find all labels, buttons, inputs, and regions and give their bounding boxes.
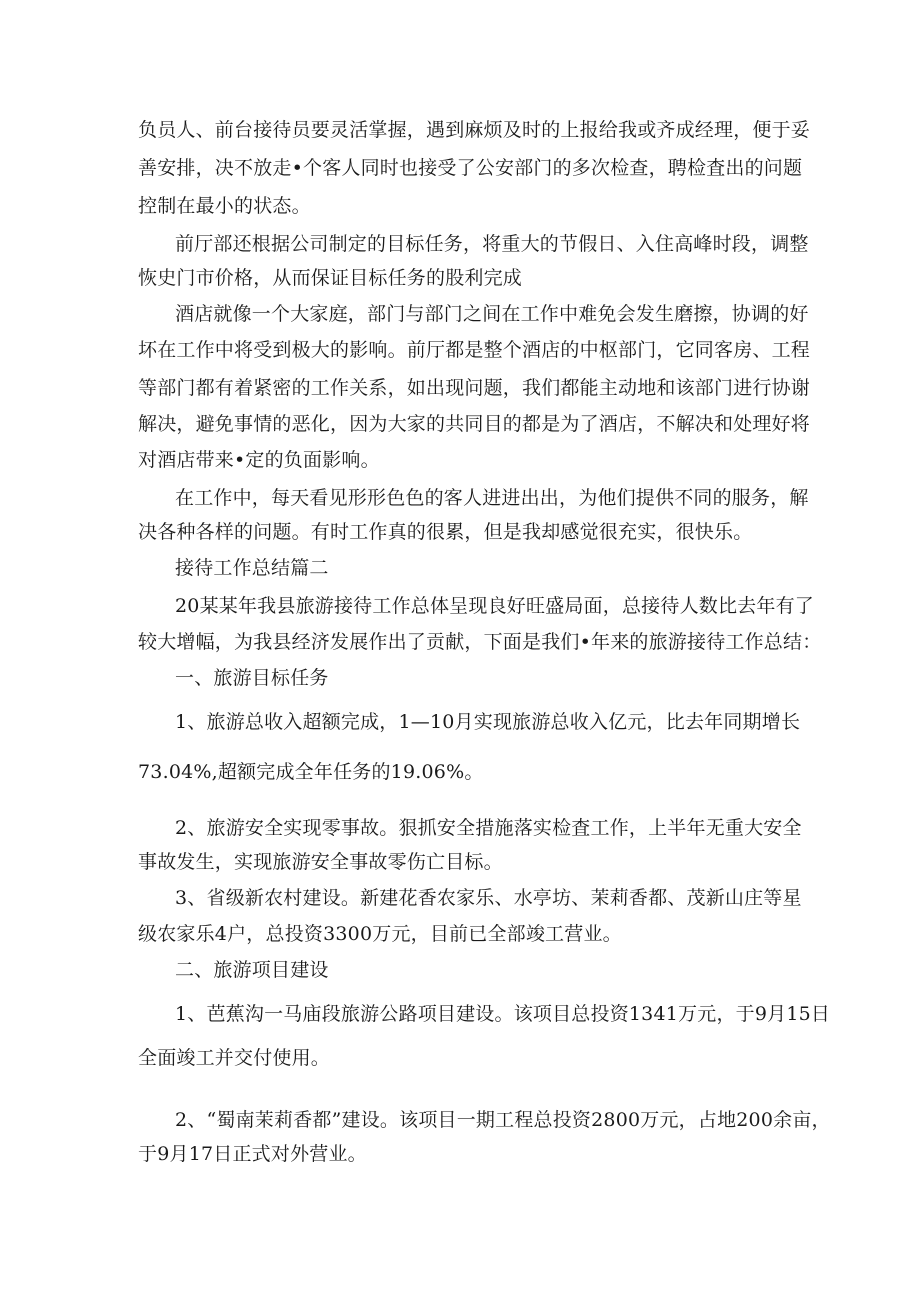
text-line: 2、旅游安全实现零事故。狠抓安全措施落实检査工作，上半年无重大安全 (175, 817, 802, 839)
text-line: 3、省级新农村建设。新建花香农家乐、水亭坊、茉莉香都、茂新山庄等星 (175, 887, 802, 909)
text-line: 坏在工作中将受到极大的影响。前厅都是整个酒店的中枢部门，它同客房、工程 (138, 339, 811, 361)
text-line: 等部门都有着紧密的工作关系，如出现问题，我们都能主动地和该部门进行协谢 (138, 377, 811, 399)
section-heading: 一、旅游目标任务 (175, 667, 329, 689)
text-line: 73.04%,超额完成全年任务的19.06%。 (138, 761, 484, 783)
text-line: 2、“蜀南茉莉香都”建设。该项目一期工程总投资2800万元，占地200余亩， (175, 1109, 831, 1131)
section-heading: 接待工作总结篇二 (175, 557, 329, 579)
text-line: 全面竣工并交付使用。 (138, 1047, 331, 1069)
text-line: 前厅部还根据公司制定的目标任务，将重大的节假日、入住高峰时段，调整 (175, 233, 809, 255)
text-line: 级农家乐4户，总投资3300万元，目前已全部竣工营业。 (138, 923, 622, 945)
text-line: 控制在最小的状态。 (138, 195, 311, 217)
text-line: 在工作中，每天看见形形色色的客人进进出出，为他们提供不同的服务，解 (175, 487, 809, 509)
text-line: 于9月17日正式对外营业。 (138, 1143, 367, 1165)
text-line: 对酒店带来•定的负面影响。 (138, 449, 380, 471)
text-line: 酒店就像一个大家庭，部门与部门之间在工作中难免会发生磨擦，协调的好 (175, 303, 809, 325)
text-line: 较大增幅，为我县经济发展作出了贡献，下面是我们•年来的旅游接待工作总结： (138, 631, 822, 653)
text-line: 善安排，决不放走•个客人同时也接受了公安部门的多次检查，聘检査出的问题 (138, 157, 803, 179)
text-line: 负员人、前台接待员要灵活掌握，遇到麻烦及时的上报给我或齐成经理，便于妥 (138, 119, 811, 141)
text-line: 恢史门市价格，从而保证目标任务的股利完成 (138, 267, 523, 289)
text-line: 事故发生，实现旅游安全事故零伤亡目标。 (138, 851, 503, 873)
text-line: 决各种各样的问题。有时工作真的很累，但是我却感觉很充实，很快乐。 (138, 521, 753, 543)
text-line: 解决，避免事情的恶化，因为大家的共同目的都是为了酒店，不解决和处理好将 (138, 413, 811, 435)
text-line: 1、芭蕉沟一马庙段旅游公路项目建设。该项目总投资1341万元，于9月15日 (175, 1003, 831, 1025)
text-line: 1、旅游总收入超额完成，1—10月实现旅游总收入亿元，比去年同期增长 (175, 711, 801, 733)
section-heading: 二、旅游项目建设 (175, 959, 329, 981)
text-line: 20某某年我县旅游接待工作总体呈现良好旺盛局面，总接待人数比去年有了 (175, 595, 814, 617)
